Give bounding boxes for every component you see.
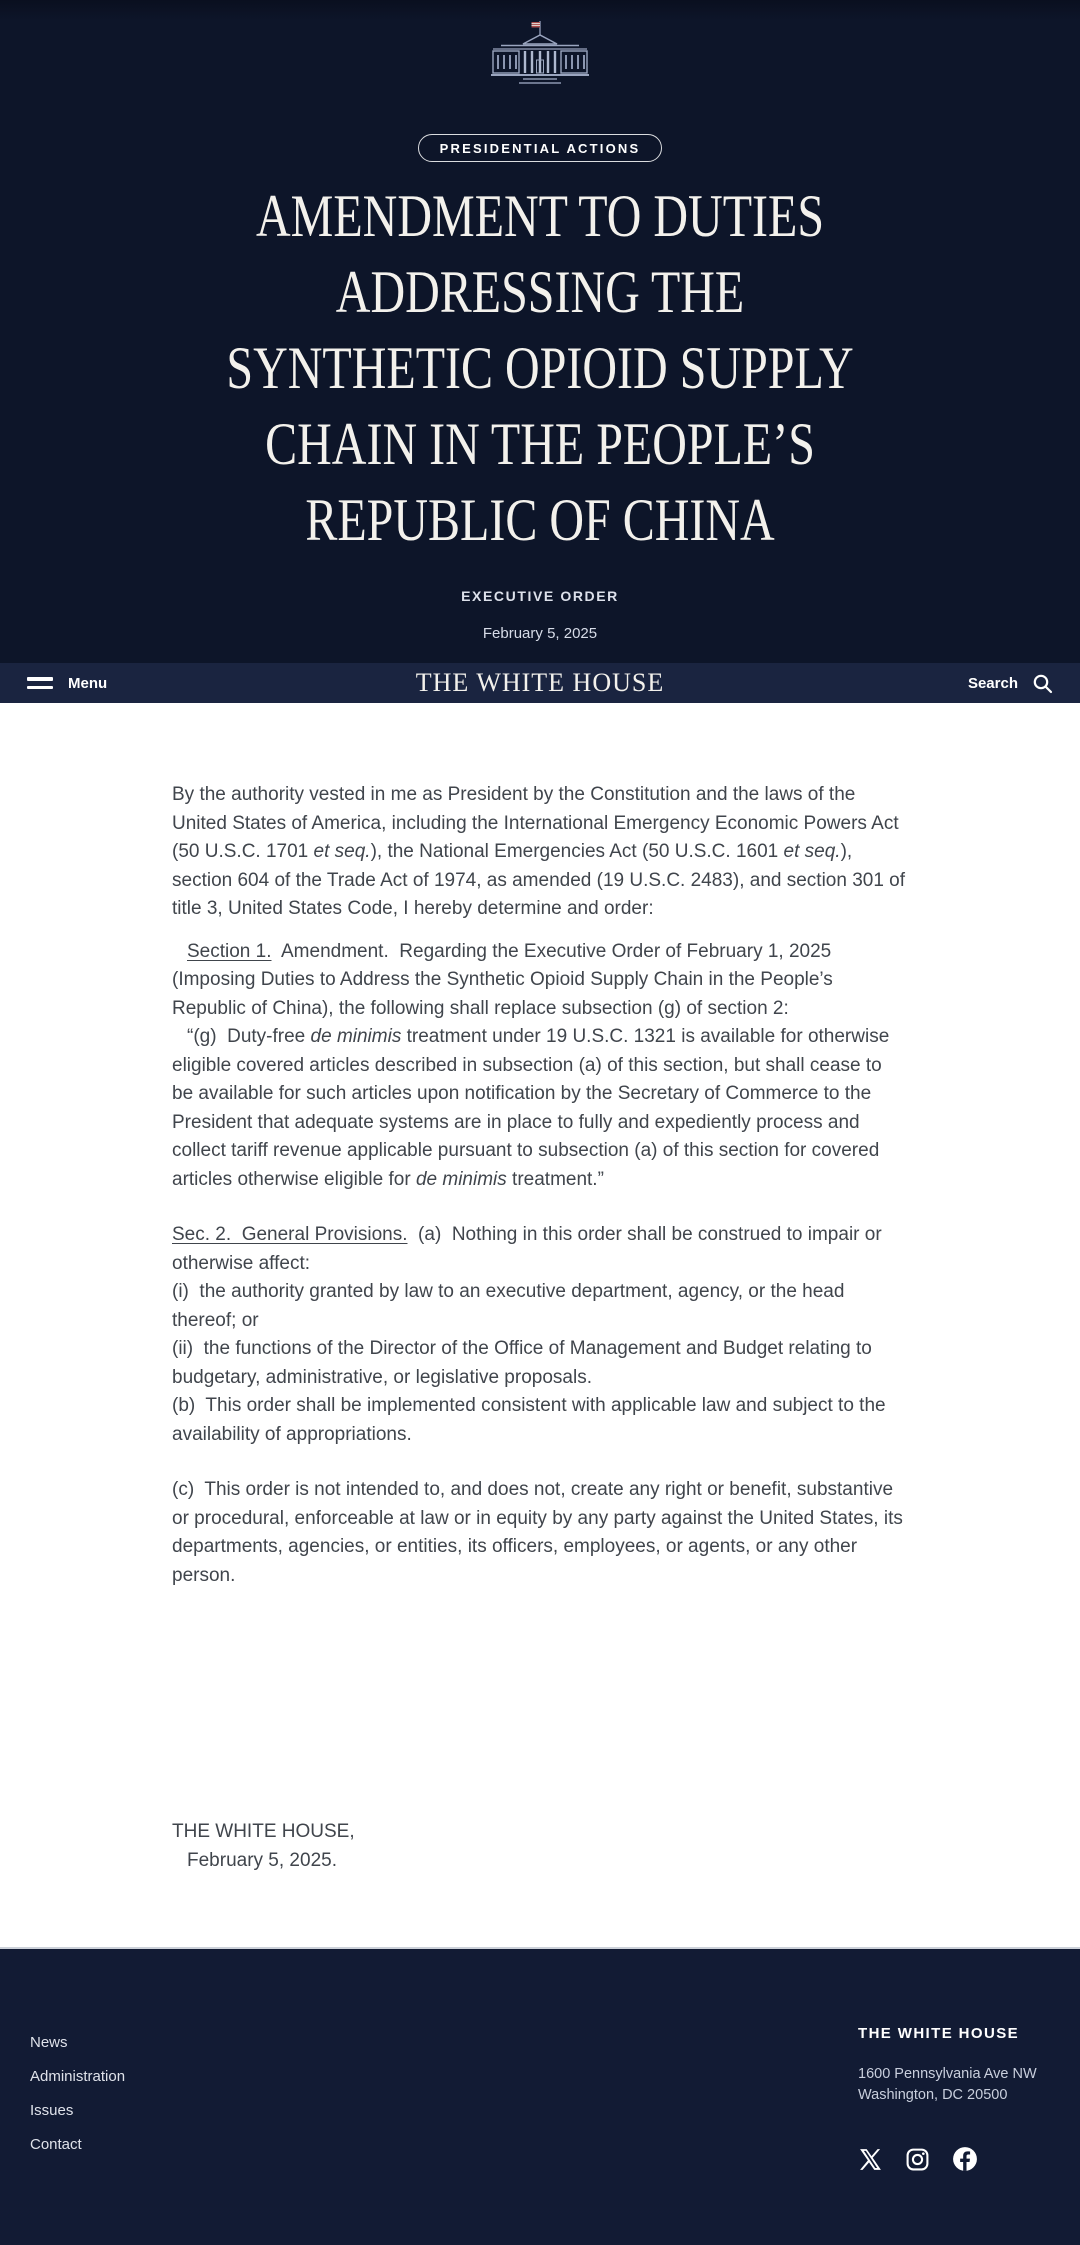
paragraph-sec-2a: Sec. 2. General Provisions. (a) Nothing in this order shall be construed to impair or otherwise affect: — [172, 1224, 882, 1274]
title-line: SYNTHETIC OPIOID SUPPLY — [226, 335, 854, 401]
white-house-logo-icon — [465, 18, 615, 98]
document-type-label: EXECUTIVE ORDER — [461, 588, 619, 604]
signature-block — [172, 1818, 908, 1875]
social-links — [858, 2146, 1050, 2172]
footer-address — [858, 2064, 1050, 2106]
paragraph-sec-2-c: (c) This order is not intended to, and does not, create any right or benefit, substantive or procedural, enforceable at law or in equity by any party against the United States, its departments, agencies, or entities, its officers, employees, or agents, or any other person. — [172, 1479, 903, 1586]
signature-place: THE WHITE HOUSE, — [172, 1821, 355, 1842]
paragraph-sec-2-i: (i) the authority granted by law to an executive department, agency, or the head thereof; or — [172, 1281, 845, 1331]
menu-label: Menu — [68, 674, 108, 692]
flag-icon — [532, 21, 541, 35]
search-icon — [1032, 673, 1053, 694]
x-icon[interactable] — [858, 2147, 883, 2172]
menu-button[interactable] — [27, 675, 107, 692]
address-line-2: Washington, DC 20500 — [858, 2087, 1008, 2103]
paragraph-subsection-g: “(g) Duty-free de minimis treatment under 19 U.S.C. 1321 is available for otherwise eligible covered articles described in subsection (a) of this section, but shall cease to be available for such articles upon notification by the Secretary of Commerce to the President that adequate systems are in place to fully and expediently process and collect tariff revenue applicable pursuant to subsection (a) of this section for covered articles otherwise eligible for de minimis treatment.” — [172, 1026, 890, 1190]
top-navbar — [0, 663, 1080, 703]
footer-link-contact[interactable]: Contact — [30, 2136, 82, 2153]
title-line: REPUBLIC OF CHINA — [305, 487, 775, 553]
title-line: AMENDMENT TO DUTIES — [255, 183, 824, 249]
signature-date: February 5, 2025. — [187, 1849, 337, 1871]
page-title — [226, 178, 853, 558]
search-button[interactable] — [968, 673, 1053, 694]
hero-section — [0, 0, 1080, 663]
search-label: Search — [967, 674, 1018, 692]
footer-brand: THE WHITE HOUSE — [858, 2025, 1020, 2042]
navbar-brand: THE WHITE HOUSE — [415, 668, 665, 697]
paragraph-authority: By the authority vested in me as President by the Constitution and the laws of the United States of America, including the International Emergency Economic Powers Act (50 U.S.C. 1701 et seq.), the National Emergencies Act (50 U.S.C. 1601 et seq.), section 604 of the Trade Act of 1974, as amended (19 U.S.C. 2483), and section 301 of title 3, United States Code, I hereby determine and order: — [172, 784, 906, 919]
document-date: February 5, 2025 — [482, 625, 598, 642]
footer-nav — [30, 1949, 125, 2245]
footer-info — [858, 1949, 1050, 2245]
paragraph-sec-2-b: (b) This order shall be implemented consistent with applicable law and subject to the availability of appropriations. — [172, 1395, 886, 1445]
executive-order-body — [172, 781, 908, 1875]
hamburger-icon — [27, 677, 53, 689]
presidential-actions-badge[interactable]: PRESIDENTIAL ACTIONS — [418, 134, 663, 162]
facebook-icon[interactable] — [952, 2146, 978, 2172]
footer-link-administration[interactable]: Administration — [30, 2068, 126, 2085]
instagram-icon[interactable] — [905, 2147, 930, 2172]
page-footer — [0, 1947, 1080, 2245]
title-line: CHAIN IN THE PEOPLE’S — [265, 411, 815, 477]
title-line: ADDRESSING THE — [335, 259, 745, 325]
address-line-1: 1600 Pennsylvania Ave NW — [858, 2066, 1037, 2082]
article-section — [0, 703, 1080, 1947]
paragraph-section-1: Section 1. Amendment. Regarding the Executive Order of February 1, 2025 (Imposing Duties to Address the Synthetic Opioid Supply Chain in the People’s Republic of China), the following shall replace subsection (g) of section 2: — [172, 940, 833, 1019]
paragraph-sec-2-ii: (ii) the functions of the Director of the Office of Management and Budget relating to budgetary, administrative, or legislative proposals. — [172, 1338, 872, 1388]
footer-link-news[interactable]: News — [30, 2034, 68, 2051]
footer-link-issues[interactable]: Issues — [30, 2102, 74, 2119]
